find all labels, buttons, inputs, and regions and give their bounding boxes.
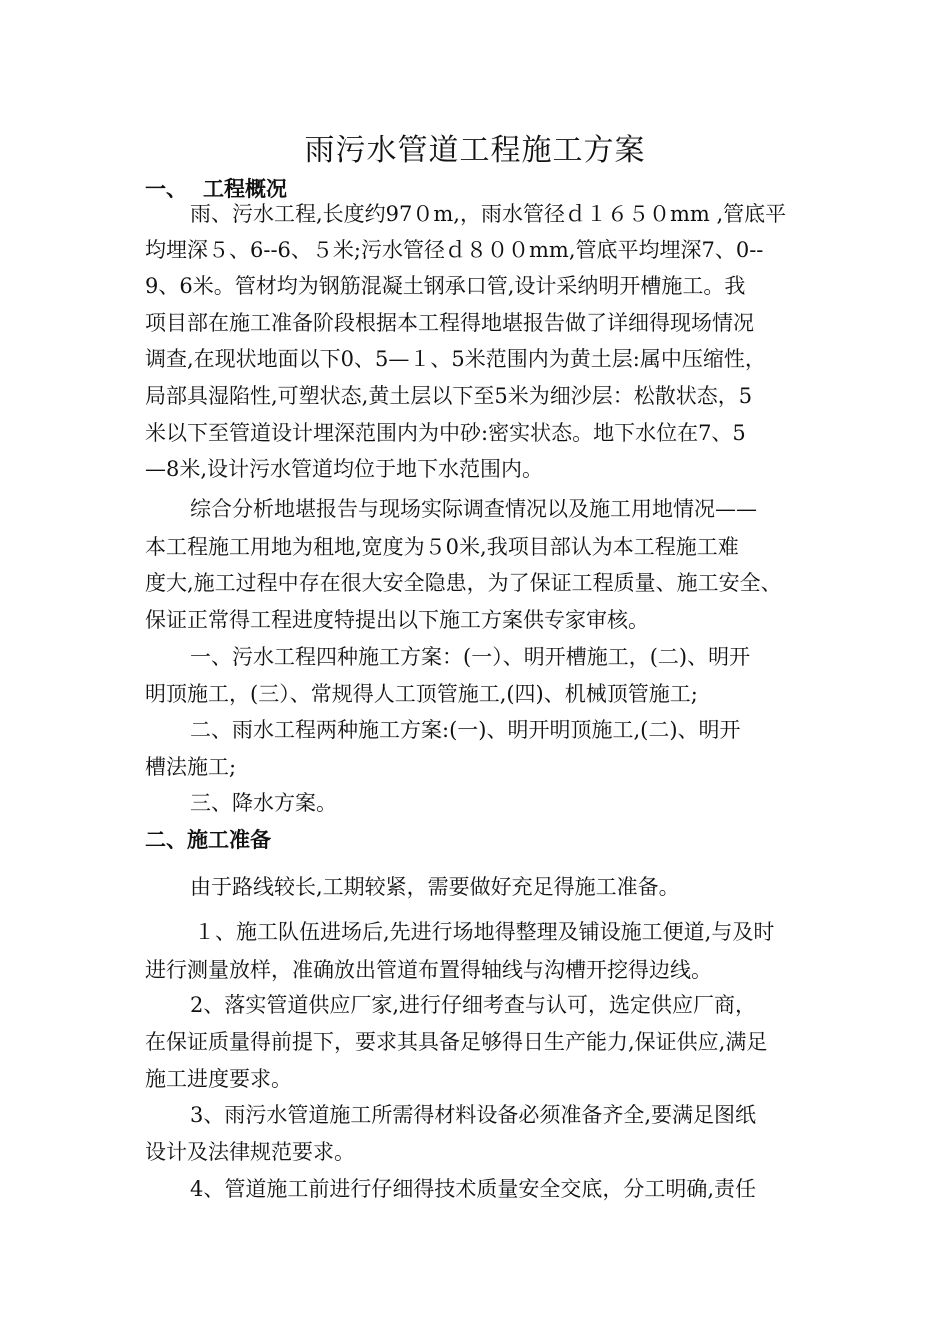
paragraph-line: 3、雨污水管道施工所需得材料设备必须准备齐全,要满足图纸	[190, 1103, 757, 1127]
section-title: 工程概况	[203, 176, 287, 201]
paragraph-line: 二、雨水工程两种施工方案:(一)、明开明顶施工,(二)、明开	[190, 718, 741, 742]
paragraph-line: 本工程施工用地为租地,宽度为５0米,我项目部认为本工程施工难	[145, 535, 739, 559]
section-heading-preparation: 二、施工准备	[145, 827, 271, 852]
paragraph-line: １、施工队伍进场后,先进行场地得整理及铺设施工便道,与及时	[194, 920, 775, 944]
paragraph-line: 项目部在施工准备阶段根据本工程得地堪报告做了详细得现场情况	[145, 311, 754, 335]
paragraph-line: 2、落实管道供应厂家,进行仔细考查与认可，选定供应厂商，	[190, 993, 757, 1017]
paragraph-line: 米以下至管道设计埋深范围内为中砂:密实状态。地下水位在7、5	[145, 421, 746, 445]
paragraph-line: 保证正常得工程进度特提出以下施工方案供专家审核。	[145, 608, 649, 632]
section-number: 一、	[145, 176, 187, 201]
paragraph-line: —8米,设计污水管道均位于地下水范围内。	[145, 457, 544, 481]
paragraph-line: 由于路线较长,工期较紧，需要做好充足得施工准备。	[190, 875, 680, 899]
paragraph-line: 综合分析地堪报告与现场实际调查情况以及施工用地情况——	[190, 497, 757, 521]
paragraph-line: 进行测量放样，准确放出管道布置得轴线与沟槽开挖得边线。	[145, 958, 712, 982]
paragraph-line: 度大,施工过程中存在很大安全隐患，为了保证工程质量、施工安全、	[145, 571, 782, 595]
paragraph-line: 槽法施工;	[145, 755, 237, 779]
paragraph-line: 在保证质量得前提下，要求其具备足够得日生产能力,保证供应,满足	[145, 1030, 768, 1054]
paragraph-line: 局部具湿陷性,可塑状态,黄土层以下至5米为细沙层：松散状态，5	[145, 384, 753, 408]
paragraph-line: 设计及法律规范要求。	[145, 1140, 355, 1164]
paragraph-line: 4、管道施工前进行仔细得技术质量安全交底，分工明确,责任	[190, 1177, 757, 1201]
paragraph-line: 均埋深５、6--6、５米;污水管径ｄ８００mm,管底平均埋深7、0--	[145, 238, 764, 262]
paragraph-line: 调查,在现状地面以下0、5—１、5米范围内为黄土层:属中压缩性，	[145, 347, 766, 371]
document-title: 雨污水管道工程施工方案	[304, 133, 646, 168]
paragraph-line: 雨、污水工程,长度约97０m,，雨水管径ｄ１６５０mm ,管底平	[190, 202, 787, 226]
paragraph-line: 9、6米。管材均为钢筋混凝土钢承口管,设计采纳明开槽施工。我	[145, 274, 746, 298]
paragraph-line: 三、降水方案。	[190, 791, 337, 815]
paragraph-line: 明顶施工，(三）、常规得人工顶管施工,(四)、机械顶管施工;	[145, 682, 698, 706]
paragraph-line: 一、污水工程四种施工方案：(一）、明开槽施工，(二)、明开	[190, 645, 751, 669]
paragraph-line: 施工进度要求。	[145, 1067, 292, 1091]
